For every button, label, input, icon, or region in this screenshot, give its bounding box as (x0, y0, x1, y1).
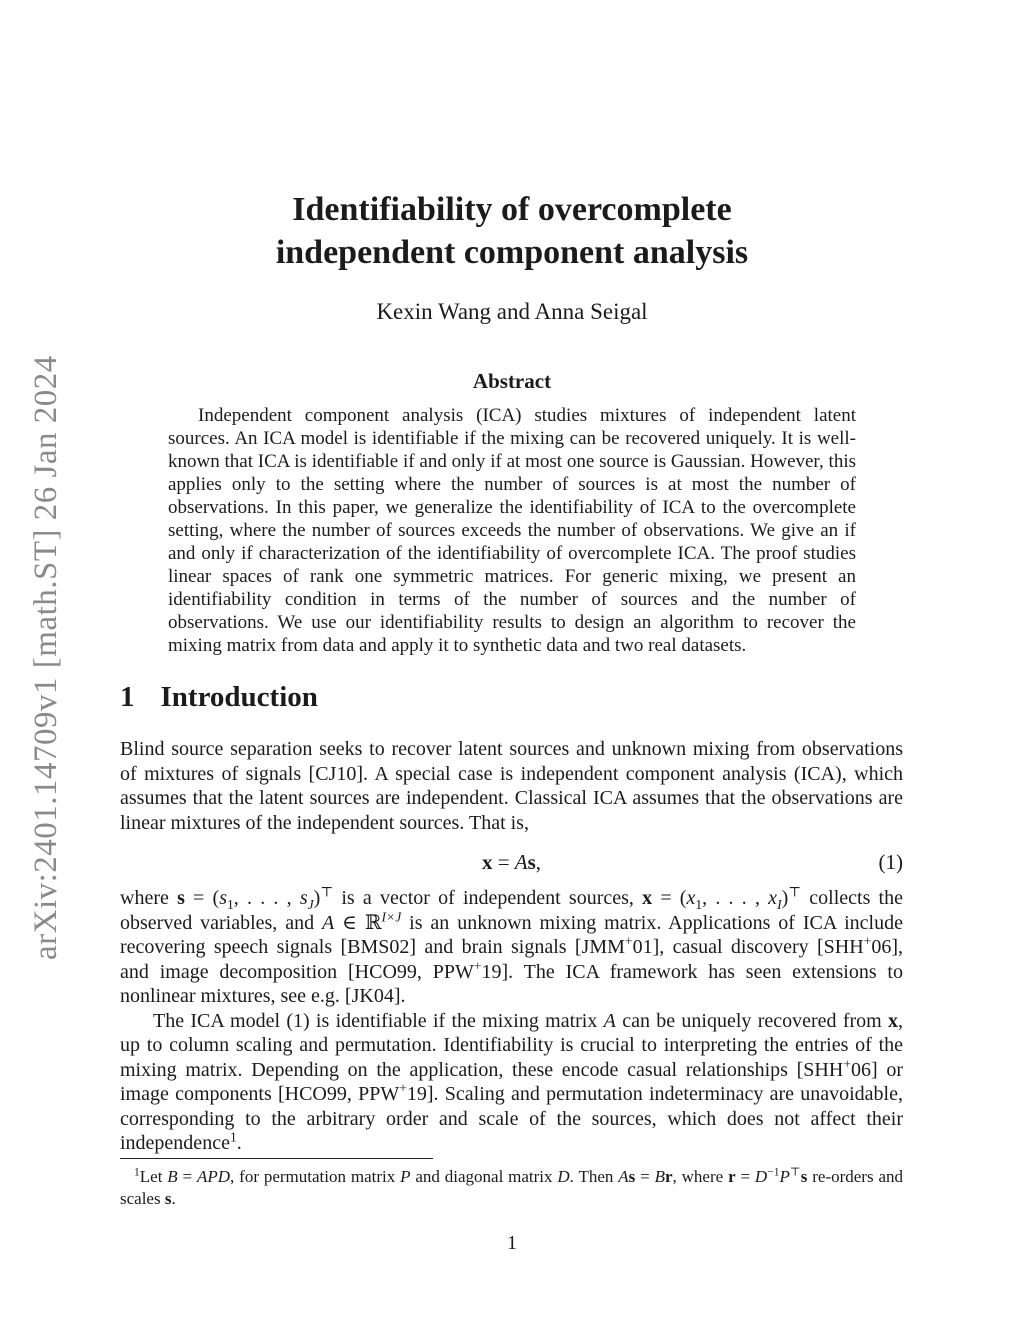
abstract-section (168, 369, 856, 657)
abstract-body: Independent component analysis (ICA) studies mixtures of independent latent sources. An ICA model is identifiable if the mixing can be recovered uniquely. It is well-known that ICA is identifiable if and only if at most one source is Gaussian. However, this applies only to the setting where the number of sources is at most the number of observations. In this paper, we generalize the identifiability of ICA to the overcomplete setting, where the number of sources exceeds the number of observations. We give an if and only if characterization of the identifiability of overcomplete ICA. The proof studies linear spaces of rank one symmetric matrices. For generic mixing, we present an identifiability condition in terms of the number of sources and the number of observations. We use our identifiability results to design an algorithm to recover the mixing matrix from data and apply it to synthetic data and two real datasets. (168, 405, 856, 656)
paper-title-line2: independent component analysis (275, 234, 749, 271)
paper-title (0, 188, 1024, 274)
paper-title-line1: Identifiability of overcomplete (292, 191, 732, 228)
page-number: 1 (507, 1232, 517, 1254)
arxiv-watermark (28, 340, 70, 960)
abstract-heading: Abstract (472, 369, 552, 393)
intro-body-continued (120, 886, 903, 1156)
arxiv-watermark-text: arXiv:2401.14709v1 [math.ST] 26 Jan 2024 (28, 355, 64, 960)
footnote-area (120, 1158, 903, 1209)
intro-paragraph-3: The ICA model (1) is identifiable if the mixing matrix A can be uniquely recovered from x, up to column scaling and permutation. Identifiability is crucial to interpreting the entries of the mixing matrix. Depending on the application, these encode casual relationships [SHH+06] or image components [HCO99, PPW+19]. Scaling and permutation indeterminacy are unavoidable, corresponding to the arbitrary order and scale of the sources, which does not affect their independence$^1$. (120, 1009, 904, 1154)
section-1-title: Introduction (160, 681, 318, 713)
footnote-1: $^1$Let B = APD, for permutation matrix P and diagonal matrix D. Then As = Br, where $r = D^{-1}P^⊤s$ re-orders and scales s. (120, 1165, 903, 1208)
equation-1-formula: x = As, (481, 850, 542, 874)
intro-paragraph-1: Blind source separation seeks to recover latent sources and unknown mixing from observations of mixtures of signals [CJ10]. A special case is independent component analysis (ICA), which assumes that the latent sources are independent. Classical ICA assumes that the observations are linear mixtures of the independent sources. That is, (120, 738, 903, 834)
equation-1-tag: (1) (878, 850, 903, 874)
section-1-number: 1 (120, 681, 135, 713)
authors-line: Kexin Wang and Anna Seigal (376, 299, 648, 324)
intro-paragraph-2: where $s = (s_1$, . . . , $s_J)^⊤$ is a vector of independent sources, $x = (x_1$, . . . , $x_I)^⊤$ collects the observed variables, and A ∈ ℝ$^{I\times J}$ is an unknown mixing matrix. Applications of ICA include recovering speech signals [BMS02] and brain signals [JMM+01], casual discovery [SHH+06], and image decomposition [HCO99, PPW+19]. The ICA framework has seen extensions to nonlinear mixtures, see e.g. [JK04]. (120, 884, 903, 1007)
equation-1 (120, 847, 903, 877)
footnote-rule (120, 1158, 433, 1159)
section-1-heading (120, 681, 318, 714)
